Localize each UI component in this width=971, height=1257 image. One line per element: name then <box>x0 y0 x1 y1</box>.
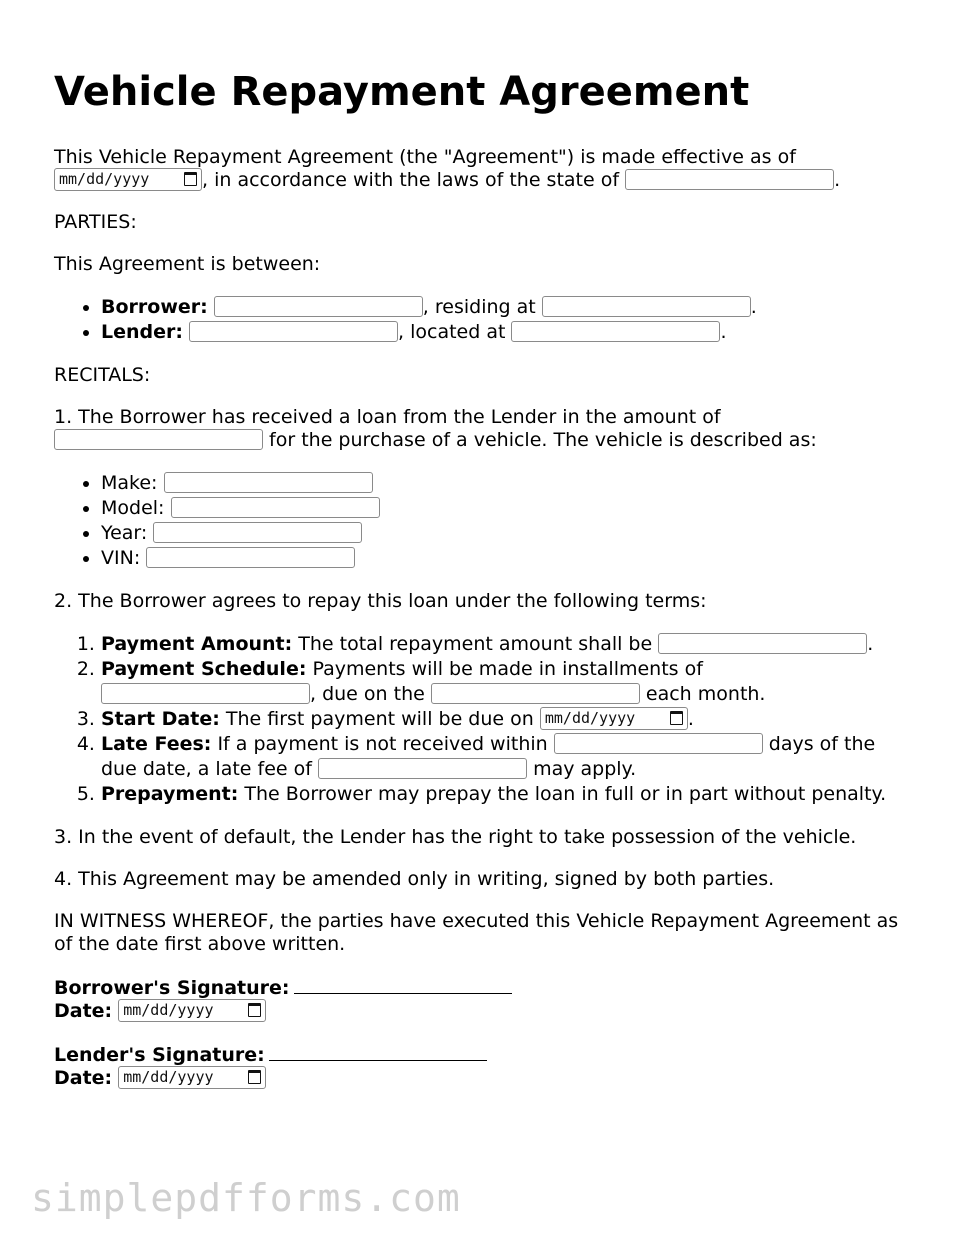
lender-signature-block: Lender's Signature: Date: mm/dd/yyyy <box>54 1042 914 1090</box>
calendar-icon[interactable] <box>248 1070 261 1084</box>
term-payment-amount: 1. Payment Amount: The total repayment amount shall be . <box>101 632 914 657</box>
borrower-item: • Borrower: , residing at . <box>101 295 914 320</box>
borrower-address-input[interactable] <box>542 296 751 317</box>
start-date-input[interactable]: mm/dd/yyyy <box>540 707 688 730</box>
late-fee-input[interactable] <box>318 758 527 779</box>
recital-3: 3. In the event of default, the Lender has the right to take possession of the vehicle. <box>54 826 857 848</box>
payment-amount-input[interactable] <box>658 633 867 654</box>
vehicle-make-item: • Make: <box>101 471 914 496</box>
intro-paragraph: This Vehicle Repayment Agreement (the "Agreement") is made effective as of mm/dd/yyyy , in accordance with the laws of the state of . <box>54 146 841 191</box>
vehicle-year-item: • Year: <box>101 521 914 546</box>
parties-list <box>54 295 914 345</box>
page-title: Vehicle Repayment Agreement <box>54 69 750 115</box>
recitals-heading: RECITALS: <box>54 364 151 386</box>
vehicle-vin-item: • VIN: <box>101 546 914 571</box>
term-start-date: 3. Start Date: The first payment will be due on mm/dd/yyyy . <box>101 707 914 732</box>
recital-4: 4. This Agreement may be amended only in writing, signed by both parties. <box>54 868 775 890</box>
witness-paragraph: IN WITNESS WHEREOF, the parties have executed this Vehicle Repayment Agreement as of the date first above written. <box>54 910 899 955</box>
grace-days-input[interactable] <box>554 733 763 754</box>
make-input[interactable] <box>164 472 373 493</box>
borrower-date-input[interactable]: mm/dd/yyyy <box>118 999 266 1022</box>
calendar-icon[interactable] <box>184 172 197 186</box>
lender-name-input[interactable] <box>189 321 398 342</box>
lender-signature-line <box>269 1042 487 1061</box>
parties-heading: PARTIES: <box>54 211 137 233</box>
calendar-icon[interactable] <box>248 1003 261 1017</box>
lender-address-input[interactable] <box>511 321 720 342</box>
effective-date-input[interactable]: mm/dd/yyyy <box>54 168 202 191</box>
due-day-input[interactable] <box>431 683 640 704</box>
borrower-signature-block: Borrower's Signature: Date: mm/dd/yyyy <box>54 975 914 1023</box>
lender-item: • Lender: , located at . <box>101 320 914 345</box>
terms-list <box>54 632 914 807</box>
state-input[interactable] <box>625 169 834 190</box>
agreement-page <box>54 0 914 1090</box>
watermark: simplepdfforms.com <box>31 1176 461 1220</box>
lender-date-input[interactable]: mm/dd/yyyy <box>118 1066 266 1089</box>
parties-between: This Agreement is between: <box>54 253 321 275</box>
borrower-name-input[interactable] <box>214 296 423 317</box>
borrower-signature-line <box>294 975 512 994</box>
term-late-fees: 4. Late Fees: If a payment is not received within days of the due date, a late fee of may apply. <box>101 732 914 782</box>
vin-input[interactable] <box>146 547 355 568</box>
recital-1: 1. The Borrower has received a loan from the Lender in the amount of for the purchase of a vehicle. The vehicle is described as: <box>54 406 817 451</box>
calendar-icon[interactable] <box>670 711 683 725</box>
year-input[interactable] <box>153 522 362 543</box>
vehicle-list <box>54 471 914 571</box>
recital-2: 2. The Borrower agrees to repay this loan under the following terms: <box>54 590 707 612</box>
model-input[interactable] <box>171 497 380 518</box>
installment-amount-input[interactable] <box>101 683 310 704</box>
term-payment-schedule: 2. Payment Schedule: Payments will be made in installments of , due on the each month. <box>101 657 914 707</box>
loan-amount-input[interactable] <box>54 429 263 450</box>
vehicle-model-item: • Model: <box>101 496 914 521</box>
term-prepayment: 5. Prepayment: The Borrower may prepay the loan in full or in part without penalty. <box>101 782 914 807</box>
